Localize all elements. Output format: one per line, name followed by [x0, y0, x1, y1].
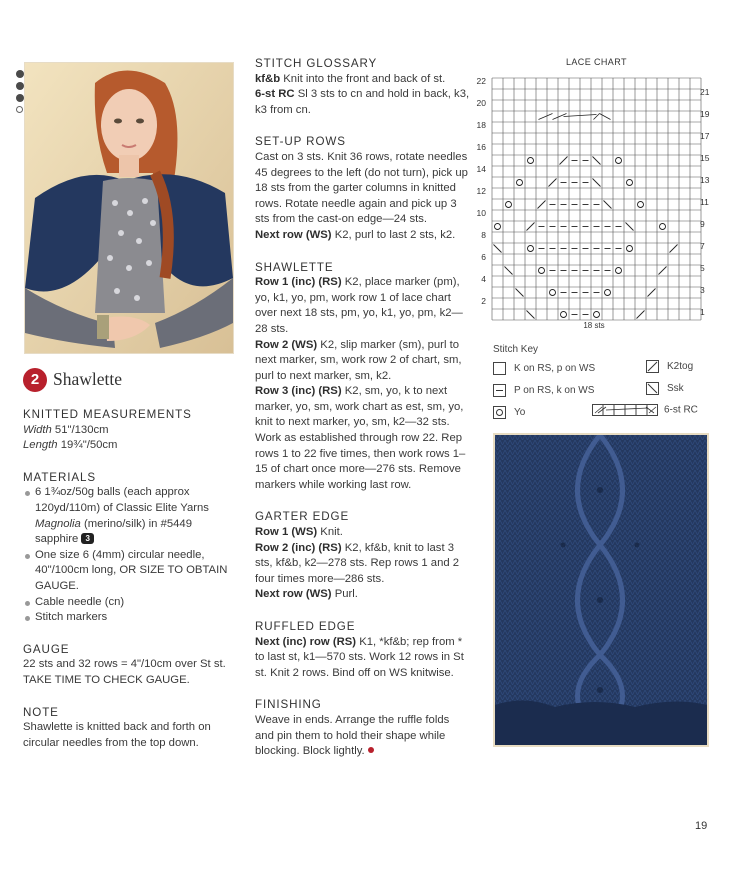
yarn-detail: (merino/silk) in #5449 sapphire — [35, 517, 192, 546]
row-label-right: 5 — [700, 263, 705, 273]
ssk-symbol — [494, 245, 502, 253]
yo-symbol — [616, 268, 622, 274]
yo-symbol — [605, 290, 611, 296]
k2tog-symbol — [527, 223, 535, 231]
key-item-knit — [493, 362, 595, 375]
key-cable-label: 6-st RC — [664, 404, 698, 416]
row-label-left: 2 — [481, 296, 486, 306]
row1-term: Row 1 (inc) (RS) — [255, 276, 342, 289]
key-item-cable — [592, 404, 698, 416]
row-label-right: 15 — [700, 153, 710, 163]
shawlette-section — [255, 260, 470, 494]
yarn-weight-icon: 3 — [81, 533, 93, 544]
yo-symbol — [594, 312, 600, 318]
key-ssk-label: Ssk — [667, 383, 684, 395]
row-label-right: 19 — [700, 109, 710, 119]
ssk-symbol — [516, 289, 524, 297]
row-label-left: 8 — [481, 230, 486, 240]
ssk-icon — [646, 382, 659, 395]
cable-symbol-icon — [592, 404, 658, 416]
pattern-number-badge: 2 — [23, 368, 47, 392]
dash-square-icon — [493, 384, 506, 397]
row-label-right: 1 — [700, 307, 705, 317]
materials-cable-needle: Cable needle (cn) — [23, 595, 238, 611]
length-value: 19¾"/50cm — [60, 439, 118, 452]
swatch-photo — [493, 433, 709, 747]
yo-symbol — [561, 312, 567, 318]
ssk-symbol — [505, 267, 513, 275]
row-label-right: 13 — [700, 175, 710, 185]
row-label-left: 12 — [476, 186, 486, 196]
row-label-left: 20 — [476, 98, 486, 108]
page-number: 19 — [695, 820, 708, 832]
row-label-right: 17 — [700, 131, 710, 141]
note-heading: NOTE — [23, 705, 59, 719]
circle-square-icon — [493, 406, 506, 419]
shawlette-row1 — [255, 275, 470, 337]
garter-row1-text: Knit. — [320, 526, 343, 539]
ruffled-next-row — [255, 635, 470, 682]
garter-heading: GARTER EDGE — [255, 510, 350, 524]
row-label-left: 22 — [476, 76, 486, 86]
note-text: Shawlette is knitted back and forth on circular needles from the top down. — [23, 721, 211, 749]
ruffled-section — [255, 619, 470, 681]
materials-section — [23, 470, 238, 626]
yo-symbol — [616, 158, 622, 164]
yo-symbol — [528, 246, 534, 252]
garter-row1 — [255, 525, 470, 541]
row-label-left: 10 — [476, 208, 486, 218]
materials-needle: One size 6 (4mm) circular needle, 40"/100cm long, OR SIZE TO OBTAIN GAUGE. — [23, 548, 238, 595]
ssk-symbol — [527, 311, 535, 319]
setup-text: Cast on 3 sts. Knit 36 rows, rotate needles 45 degrees to the left (do not turn), pick up 18 sts from the garter columns in knitted rows. Rotate needle again and pick up 3 sts from the cast-on edge—24 sts. — [255, 150, 468, 226]
row-label-right: 9 — [700, 219, 705, 229]
width-value: 51"/130cm — [54, 423, 109, 436]
setup-next-term: Next row (WS) — [255, 228, 332, 241]
chart-grid — [492, 78, 701, 320]
key-k2tog-label: K2tog — [667, 361, 694, 373]
stitch-key-heading: Stitch Key — [493, 344, 539, 355]
setup-next-text: K2, purl to last 2 sts, k2. — [334, 228, 456, 241]
width-label: Width — [23, 423, 52, 436]
setup-next-row — [255, 228, 470, 244]
finishing-heading: FINISHING — [255, 698, 322, 712]
k2tog-symbol — [549, 179, 557, 187]
yo-symbol — [627, 180, 633, 186]
middle-column — [255, 56, 470, 760]
glossary-heading: STITCH GLOSSARY — [255, 57, 378, 70]
row-label-left: 16 — [476, 142, 486, 152]
yo-symbol — [660, 224, 666, 230]
row-label-left: 6 — [481, 252, 486, 262]
width-line — [23, 423, 238, 439]
gauge-heading: GAUGE — [23, 642, 70, 656]
row2-text: K2, slip marker (sm), purl to next marker, sm, work row 2 of chart, sm, purl to next marker, sm, k2. — [255, 338, 462, 382]
ssk-symbol — [593, 157, 601, 165]
gauge-section — [23, 642, 238, 689]
yo-symbol — [506, 202, 512, 208]
setup-heading: SET-UP ROWS — [255, 135, 346, 149]
chart-row-labels — [477, 76, 710, 317]
measurements-heading: KNITTED MEASUREMENTS — [23, 408, 192, 421]
shawlette-row3 — [255, 384, 470, 493]
shawlette-row2 — [255, 338, 470, 385]
finishing-section — [255, 697, 470, 759]
finishing-text-line — [255, 713, 470, 760]
materials-heading: MATERIALS — [23, 470, 96, 484]
garter-row1-term: Row 1 (WS) — [255, 526, 318, 539]
left-column — [23, 407, 238, 751]
kfb-term: kf&b — [255, 72, 281, 85]
row-label-right: 7 — [700, 241, 705, 251]
garter-next-term: Next row (WS) — [255, 588, 332, 601]
yo-symbol — [539, 268, 545, 274]
garter-next-text: Purl. — [334, 588, 358, 601]
key-knit-label: K on RS, p on WS — [514, 363, 596, 375]
key-item-k2tog — [646, 360, 693, 373]
key-item-ssk — [646, 382, 684, 395]
swatch-illustration — [495, 435, 707, 745]
ssk-symbol — [626, 223, 634, 231]
row-label-left: 4 — [481, 274, 486, 284]
model-photo — [24, 62, 234, 354]
ruffled-heading: RUFFLED EDGE — [255, 620, 356, 633]
row3-text: K2, sm, yo, k to next marker, yo, sm, work chart as est, sm, yo, knit to next marker, yo, sm, k2—32 sts. Work as established through row 22. Rep rows 1 to 22 five times, then work rows 1–15 of chart once more—276 sts. Remove markers while working last row. — [255, 385, 466, 491]
blank-square-icon — [493, 362, 506, 375]
materials-yarn — [23, 485, 238, 547]
row-label-left: 14 — [476, 164, 486, 174]
row-label-right: 21 — [700, 87, 710, 97]
key-item-purl — [493, 384, 594, 397]
finishing-text: Weave in ends. Arrange the ruffle folds and pin them to hold their shape while blocking. Block lightly. — [255, 713, 450, 758]
page-tab-dots — [16, 70, 24, 117]
rc-term: 6-st RC — [255, 88, 295, 101]
k2tog-icon — [646, 360, 659, 373]
key-purl-label: P on RS, k on WS — [514, 385, 595, 397]
yo-symbol — [517, 180, 523, 186]
row-label-right: 11 — [700, 197, 709, 207]
note-section — [23, 705, 238, 752]
yo-symbol — [638, 202, 644, 208]
k2tog-symbol — [560, 157, 568, 165]
measurements-section — [23, 407, 238, 454]
key-yo-label: Yo — [514, 407, 526, 419]
yo-symbol — [550, 290, 556, 296]
rc-text: Sl 3 sts to cn and hold in back, k3, k3 from cn. — [255, 88, 470, 116]
yarn-name: Magnolia — [35, 517, 81, 530]
row3-term: Row 3 (inc) (RS) — [255, 385, 342, 398]
yo-symbol — [627, 246, 633, 252]
yarn-description: 6 1¾oz/50g balls (each approx 120yd/110m) of Classic Elite Yarns — [35, 486, 209, 514]
k2tog-symbol — [637, 311, 645, 319]
lace-chart — [472, 72, 722, 330]
yo-symbol — [528, 158, 534, 164]
row-label-left: 18 — [476, 120, 486, 130]
row-label-right: 3 — [700, 285, 705, 295]
garter-section — [255, 509, 470, 603]
glossary-kfb — [255, 72, 470, 88]
garter-next-row — [255, 587, 470, 603]
garter-row2 — [255, 541, 470, 588]
k2tog-symbol — [670, 245, 678, 253]
chart-title: LACE CHART — [566, 57, 627, 67]
ssk-symbol — [593, 179, 601, 187]
end-mark-icon — [368, 747, 374, 753]
chart-stitch-count: 18 sts — [583, 321, 605, 330]
ruffled-next-term: Next (inc) row (RS) — [255, 635, 357, 648]
length-line — [23, 438, 238, 454]
ruffled-next-text: K1, *kf&b; rep from * to last st, k1—570 sts. Work 12 rows in St st. Knit 2 rows. Bind off on WS knitwise. — [255, 635, 464, 679]
row1-text: K2, place marker (pm), yo, k1, yo, pm, work row 1 of lace chart over next 18 sts, pm, yo, k1, yo, pm, k2—28 sts. — [255, 276, 463, 335]
setup-section — [255, 134, 470, 243]
ssk-symbol — [604, 201, 612, 209]
cable-symbol — [539, 114, 611, 120]
k2tog-symbol — [659, 267, 667, 275]
length-label: Length — [23, 439, 58, 452]
materials-markers: Stitch markers — [23, 610, 238, 626]
gauge-text: 22 sts and 32 rows = 4"/10cm over St st. TAKE TIME TO CHECK GAUGE. — [23, 658, 226, 686]
key-item-yo — [493, 406, 525, 419]
model-photo-illustration — [25, 63, 233, 353]
pattern-title: Shawlette — [53, 369, 123, 389]
yo-symbol — [495, 224, 501, 230]
k2tog-symbol — [648, 289, 656, 297]
kfb-text: Knit into the front and back of st. — [283, 72, 446, 85]
k2tog-symbol — [538, 201, 546, 209]
glossary-section — [255, 56, 470, 118]
garter-row2-text: K2, kf&b, knit to last 3 sts, kf&b, k2—278 sts. Rep rows 1 and 2 four times more—286 sts. — [255, 541, 460, 585]
glossary-rc — [255, 87, 470, 118]
garter-row2-term: Row 2 (inc) (RS) — [255, 541, 342, 554]
shawlette-heading: SHAWLETTE — [255, 260, 334, 274]
row2-term: Row 2 (WS) — [255, 338, 318, 351]
